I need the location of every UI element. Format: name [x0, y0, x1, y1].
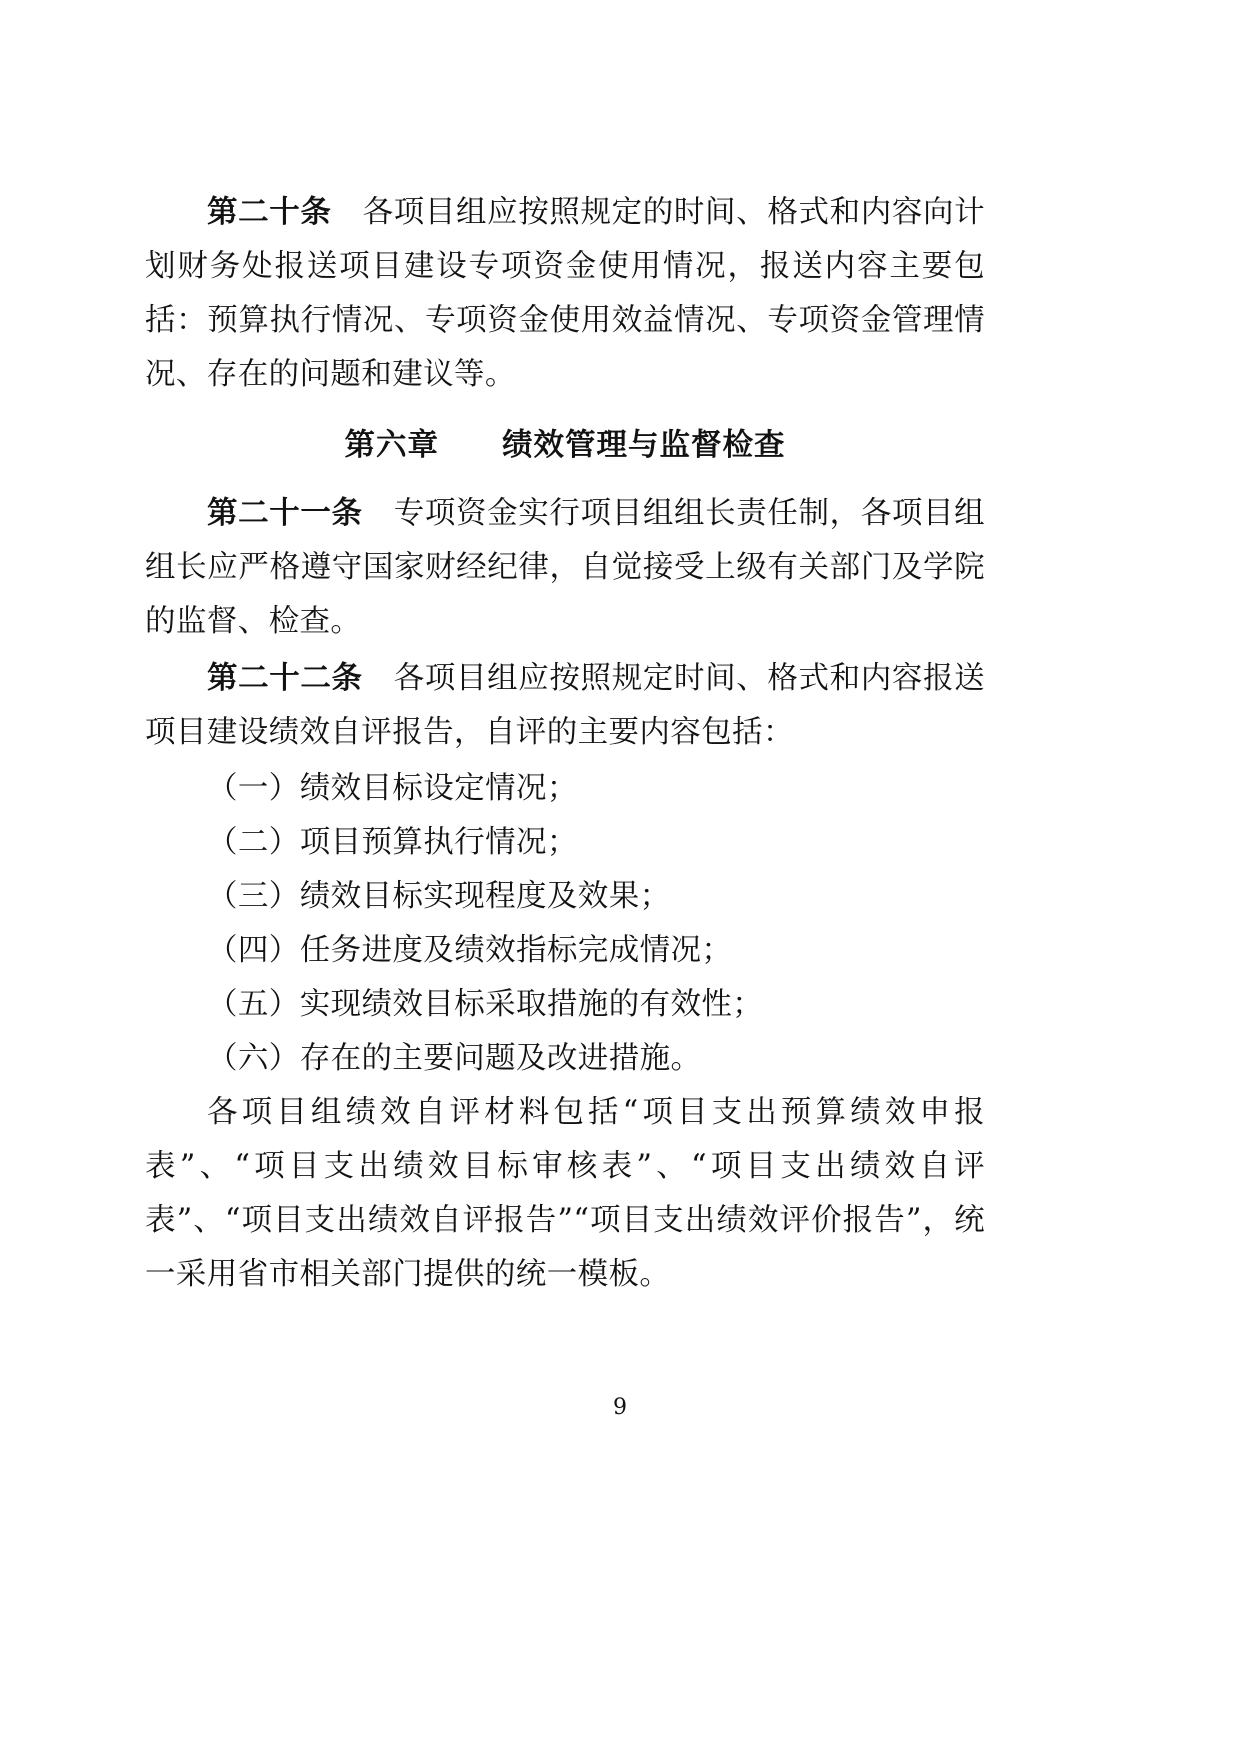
page-number: 9 [613, 1395, 627, 1420]
article-label-20: 第二十条 [207, 194, 332, 230]
article-label-22: 第二十二条 [207, 660, 363, 696]
list-item: （一）绩效目标设定情况； [207, 771, 578, 806]
list-item: （五）实现绩效目标采取措施的有效性； [207, 987, 764, 1022]
paragraph-closing: 各项目组绩效自评材料包括“项目支出预算绩效申报表”、“项目支出绩效目标审核表”、“项目支出绩效自评表”、“项目支出绩效自评报告”“项目支出绩效评价报告”，统一采用省市相关部门提供的统一模板。 [145, 1095, 985, 1292]
document-body [145, 185, 985, 1304]
article-label-21: 第二十一条 [207, 495, 363, 531]
article-text-20: 各项目组应按照规定的时间、格式和内容向计划财务处报送项目建设专项资金使用情况，报送内容主要包括：预算执行情况、专项资金使用效益情况、专项资金管理情况、存在的问题和建议等。 [145, 195, 985, 392]
paragraph-article-20 [145, 185, 985, 402]
paragraph-article-21 [145, 486, 985, 649]
paragraph-article-22 [145, 651, 985, 760]
chapter-heading: 第六章 绩效管理与监督检查 [344, 427, 786, 463]
list-item: （二）项目预算执行情况； [207, 825, 578, 860]
article-text-22: 各项目组应按照规定时间、格式和内容报送项目建设绩效自评报告，自评的主要内容包括： [145, 661, 986, 750]
article-text-21: 专项资金实行项目组组长责任制，各项目组组长应严格遵守国家财经纪律，自觉接受上级有关部门及学院的监督、检查。 [145, 496, 986, 639]
list-item: （四）任务进度及绩效指标完成情况； [207, 933, 733, 968]
list-item: （三）绩效目标实现程度及效果； [207, 879, 671, 914]
list-item: （六）存在的主要问题及改进措施。 [207, 1041, 702, 1076]
